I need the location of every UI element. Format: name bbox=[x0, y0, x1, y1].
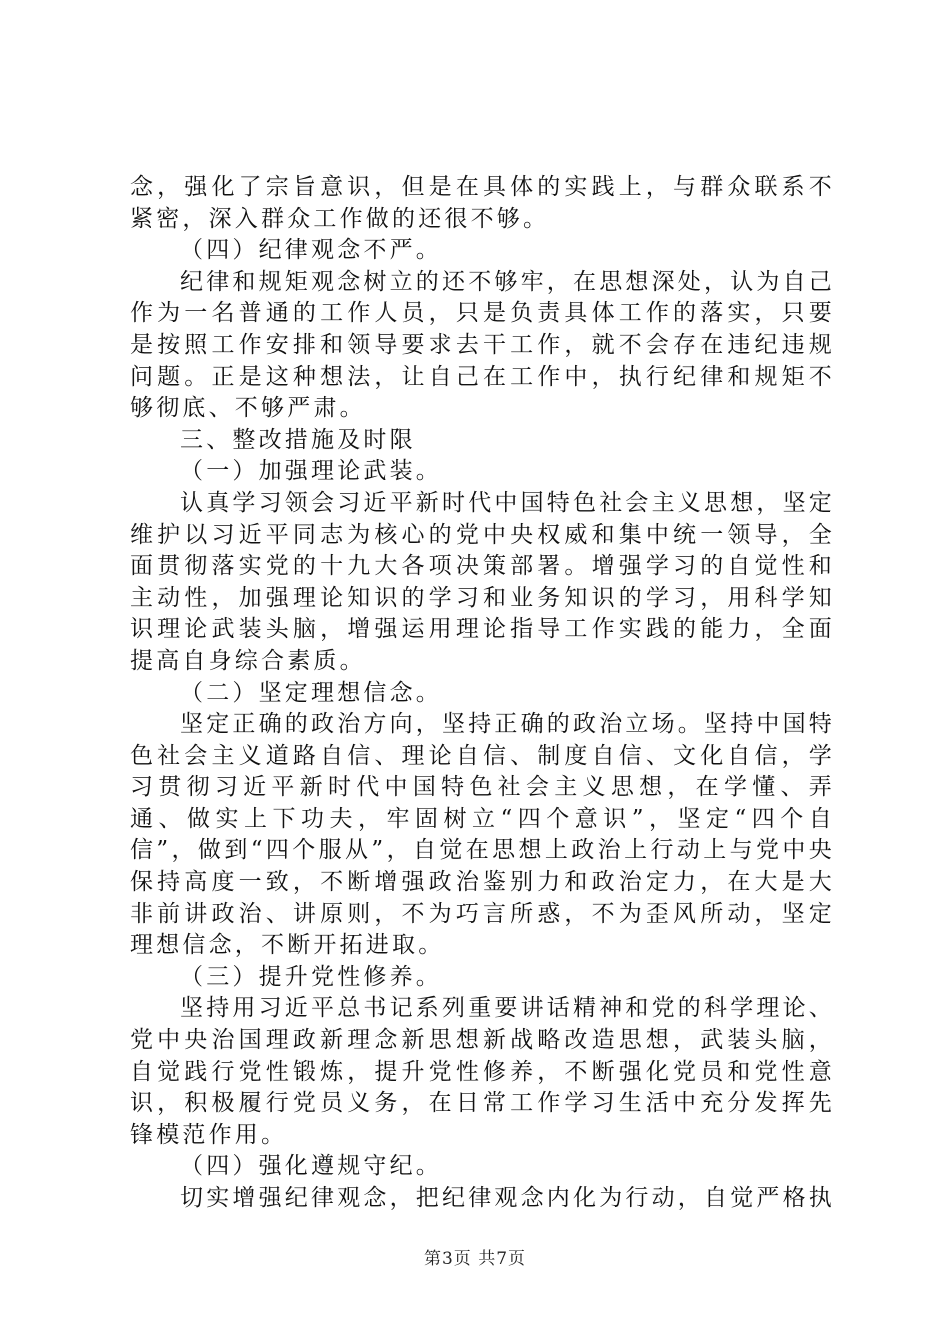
subheading-ideals: （二）坚定理想信念。 bbox=[180, 679, 442, 706]
paragraph-discipline-rules: 切实增强纪律观念，把纪律观念内化为行动，自觉严格执 bbox=[180, 1185, 835, 1211]
paragraph-continuation: 念，强化了宗旨意识，但是在具体的实践上，与群众联系不紧密，深入群众工作做的还很不够。 bbox=[130, 174, 835, 232]
paragraph-theory: 认真学习领会习近平新时代中国特色社会主义思想，坚定维护以习近平同志为核心的党中央权威和集中统一领导，全面贯彻落实党的十九大各项决策部署。增强学习的自觉性和主动性，加强理论知识的学习和业务知识的学习，用科学知识理论武装头脑，增强运用理论指导工作实践的能力，全面提高自身综合素质。 bbox=[130, 489, 835, 674]
subheading-discipline-rules: （四）强化遵规守纪。 bbox=[180, 1153, 442, 1180]
paragraph-discipline-concept: 纪律和规矩观念树立的还不够牢，在思想深处，认为自己作为一名普通的工作人员，只是负责具体工作的落实，只要是按照工作安排和领导要求去干工作，就不会存在违纪违规问题。正是这种想法，让自己在工作中，执行纪律和规矩不够彻底、不够严肃。 bbox=[130, 268, 835, 422]
subheading-party-spirit: （三）提升党性修养。 bbox=[180, 963, 442, 990]
page-number-footer: 第3页 共7页 bbox=[423, 1249, 527, 1269]
section-heading-rectification: 三、整改措施及时限 bbox=[180, 426, 416, 453]
paragraph-party-spirit: 坚持用习近平总书记系列重要讲话精神和党的科学理论、党中央治国理政新理念新思想新战略改造思想，武装头脑，自觉践行党性锻炼，提升党性修养，不断强化党员和党性意识，积极履行党员义务，在日常工作学习生活中充分发挥先锋模范作用。 bbox=[130, 995, 835, 1148]
paragraph-ideals: 坚定正确的政治方向，坚持正确的政治立场。坚持中国特色社会主义道路自信、理论自信、制度自信、文化自信，学习贯彻习近平新时代中国特色社会主义思想，在学懂、弄通、做实上下功夫，牢固树立“四个意识”，坚定“四个自信”，做到“四个服从”，自觉在思想上政治上行动上与党中央保持高度一致，不断增强政治鉴别力和政治定力，在大是大非前讲政治、讲原则，不为巧言所惑，不为歪风所动，坚定理想信念，不断开拓进取。 bbox=[130, 711, 835, 959]
document-body bbox=[130, 172, 835, 1215]
subheading-discipline-concept: （四）纪律观念不严。 bbox=[180, 237, 442, 264]
subheading-theory: （一）加强理论武装。 bbox=[180, 458, 442, 485]
